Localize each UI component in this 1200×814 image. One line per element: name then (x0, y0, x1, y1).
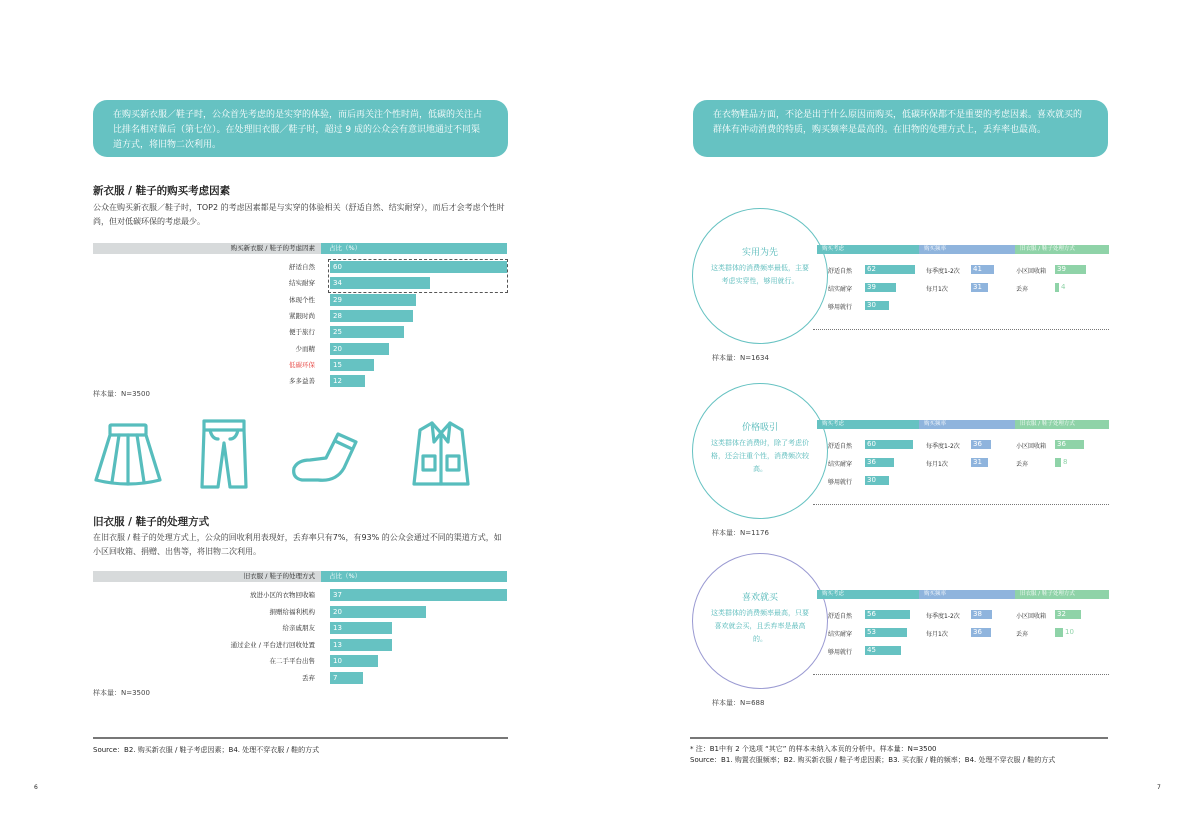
segment-bar: 39 (865, 283, 896, 292)
segment-bar: 53 (865, 628, 907, 637)
segment-title: 价格吸引 (741, 423, 778, 433)
segment-bar: 8 (1055, 458, 1063, 467)
segment-column-header: 旧衣服 / 鞋子处理方式 (1015, 420, 1109, 429)
segment-row-label: 丢弃 (1016, 286, 1029, 293)
segment-bar: 56 (865, 610, 910, 619)
right-page-number: 7 (1157, 784, 1161, 791)
bar-category-label: 给亲戚朋友 (282, 624, 315, 632)
trousers-icon (196, 417, 252, 491)
bar: 12 (330, 375, 365, 387)
bar-category-label: 放进小区的衣物回收箱 (250, 591, 315, 599)
bar: 28 (330, 310, 413, 322)
segment-row-label: 每季度1-2次 (926, 443, 960, 450)
left-source-note: Source：B2. 购买新衣服 / 鞋子考虑因素；B4. 处理不穿衣服 / 鞋的方式 (93, 746, 320, 754)
segment-dotted-divider (813, 504, 1109, 505)
segment-sample-size: 样本量：N=688 (712, 699, 765, 707)
segment-column-header: 购买频率 (919, 245, 1015, 254)
bar-category-label: 多多益善 (289, 377, 315, 386)
segment-title: 实用为先 (741, 248, 778, 258)
purchase-header-label: 购买新衣服 / 鞋子的考虑因素 (230, 244, 315, 252)
purchase-header-value: 占比（%） (321, 243, 507, 254)
sock-icon (288, 428, 368, 486)
segment-row-label: 每月1次 (926, 461, 948, 468)
disposal-section-title: 旧衣服 / 鞋子的处理方式 (93, 516, 210, 528)
bar-category-label: 低碳环保 (289, 360, 315, 369)
segment-row-label: 小区回收箱 (1016, 268, 1047, 275)
segment-bar: 41 (971, 265, 994, 274)
left-page-number: 6 (34, 784, 38, 791)
segment-bar: 36 (865, 458, 894, 467)
bar-category-label: 在二手平台出售 (269, 657, 315, 665)
segment-bar: 36 (971, 440, 991, 449)
disposal-sample-size: 样本量：N=3500 (93, 689, 150, 697)
segment-bar: 39 (1055, 265, 1086, 274)
right-summary-callout: 在衣物鞋品方面，不论是出于什么原因而购买，低碳环保都不是重要的考虑因素。喜欢就买的群体有冲动消费的特质，购买频率是最高的。在旧物的处理方式上，丢弃率也最高。 (693, 100, 1108, 157)
segment-row-label: 舒适自然 (828, 613, 853, 620)
segment-dotted-divider (813, 329, 1109, 330)
segment-bar: 60 (865, 440, 913, 449)
segment-bar: 31 (971, 283, 988, 292)
segment-circle (692, 383, 828, 519)
right-footnote: * 注：B1中有 2 个选项 “其它” 的样本未纳入本页的分析中。样本量：N=3500 (690, 745, 937, 753)
segment-column-header: 购买考虑 (817, 245, 919, 254)
segment-bar: 36 (971, 628, 991, 637)
bar-category-label: 舒适自然 (289, 263, 315, 271)
segment-column-header: 旧衣服 / 鞋子处理方式 (1015, 590, 1109, 599)
segment-row-label: 结实耐穿 (828, 631, 853, 638)
segment-row-label: 结实耐穿 (828, 461, 853, 468)
left-footer-rule (93, 737, 508, 739)
segment-bar: 32 (1055, 610, 1081, 619)
bar: 37 (330, 589, 507, 601)
bar: 13 (330, 639, 392, 651)
segment-bar: 30 (865, 476, 889, 485)
segment-bar: 62 (865, 265, 915, 274)
bar: 13 (330, 622, 392, 634)
segment-sample-size: 样本量：N=1176 (712, 529, 769, 537)
bar: 20 (330, 343, 389, 355)
bar-category-label: 少而精 (295, 344, 315, 353)
segment-desc: 这类群体在消费时，除了考虑价格，还会注重个性，消费频次较高。 (711, 439, 809, 473)
segment-row-label: 舒适自然 (828, 268, 853, 275)
disposal-header-value: 占比（%） (321, 571, 507, 582)
segment-bar: 36 (1055, 440, 1084, 449)
segment-column-header: 购买考虑 (817, 420, 919, 429)
bar: 10 (330, 655, 378, 667)
right-source-note: Source：B1. 购置衣服频率；B2. 购买新衣服 / 鞋子考虑因素；B3. 买衣服 / 鞋的频率；B4. 处理不穿衣服 / 鞋的方式 (690, 756, 1056, 764)
segment-row-label: 丢弃 (1016, 631, 1029, 638)
bar: 20 (330, 606, 426, 618)
bar-category-label: 紧跟时尚 (289, 311, 315, 320)
skirt-icon (88, 420, 168, 490)
jacket-icon (408, 418, 474, 492)
segment-row-label: 每月1次 (926, 286, 948, 293)
segment-bar: 45 (865, 646, 901, 655)
purchase-sample-size: 样本量：N=3500 (93, 390, 150, 398)
right-footer-rule (690, 737, 1108, 739)
segment-column-header: 购买频率 (919, 590, 1015, 599)
segment-row-label: 够用就行 (828, 304, 853, 311)
segment-row-label: 每月1次 (926, 631, 948, 638)
segment-bar: 10 (1055, 628, 1065, 637)
segment-column-header: 购买频率 (919, 420, 1015, 429)
segment-row-label: 每季度1-2次 (926, 268, 960, 275)
bar: 7 (330, 672, 363, 684)
segment-sample-size: 样本量：N=1634 (712, 354, 769, 362)
disposal-section-desc: 在旧衣服 / 鞋子的处理方式上，公众的回收利用表现好，丢弃率只有7%，有93% 的公众会通过不同的渠道方式，如小区回收箱、捐赠、出售等，将旧物二次利用。 (93, 533, 502, 556)
segment-column-header: 旧衣服 / 鞋子处理方式 (1015, 245, 1109, 254)
bar-category-label: 通过企业 / 平台进行回收处置 (230, 640, 315, 649)
segment-title: 喜欢就买 (741, 593, 778, 603)
segment-bar: 31 (971, 458, 988, 467)
bar-category-label: 捐赠给福利机构 (269, 607, 315, 616)
left-summary-callout: 在购买新衣服／鞋子时，公众首先考虑的是实穿的体验，而后再关注个性时尚，低碳的关注占比排名相对靠后（第七位）。在处理旧衣服／鞋子时，超过 9 成的公众会有意识地通过不同渠道方式，将旧物二次利用。 (93, 100, 508, 157)
segment-bar: 30 (865, 301, 889, 310)
segment-row-label: 够用就行 (828, 649, 853, 656)
segment-bar: 4 (1055, 283, 1061, 292)
bar: 25 (330, 326, 404, 338)
purchase-section-desc: 公众在购买新衣服／鞋子时，TOP2 的考虑因素都是与实穿的体验相关（舒适自然、结实耐穿），而后才会考虑个性时尚，但对低碳环保的考虑最少。 (93, 203, 505, 226)
segment-dotted-divider (813, 674, 1109, 675)
bar-category-label: 结实耐穿 (289, 279, 315, 288)
top2-highlight-frame (328, 259, 508, 293)
segment-row-label: 每季度1-2次 (926, 613, 960, 620)
segment-bar: 38 (971, 610, 992, 619)
bar: 29 (330, 294, 416, 306)
disposal-header-label: 旧衣服 / 鞋子的处理方式 (243, 572, 315, 580)
bar-category-label: 丢弃 (302, 673, 315, 682)
segment-row-label: 舒适自然 (828, 443, 853, 450)
segment-row-label: 小区回收箱 (1016, 443, 1047, 450)
segment-row-label: 够用就行 (828, 479, 853, 486)
segment-column-header: 购买考虑 (817, 590, 919, 599)
segment-circle (692, 208, 828, 344)
segment-desc: 这类群体的消费频率最高，只要喜欢就会买，且丢弃率是最高的。 (711, 609, 809, 643)
segment-row-label: 结实耐穿 (828, 286, 853, 293)
segment-circle (692, 553, 828, 689)
bar: 60 (330, 261, 507, 273)
segment-row-label: 丢弃 (1016, 461, 1029, 468)
bar-category-label: 便于旅行 (289, 328, 315, 337)
purchase-section-title: 新衣服 / 鞋子的购买考虑因素 (93, 185, 231, 197)
bar: 34 (330, 277, 430, 289)
bar-category-label: 体现个性 (289, 295, 315, 304)
bar: 15 (330, 359, 374, 371)
segment-desc: 这类群体的消费频率最低，主要考虑实穿性，够用就行。 (711, 264, 809, 285)
segment-row-label: 小区回收箱 (1016, 613, 1047, 620)
